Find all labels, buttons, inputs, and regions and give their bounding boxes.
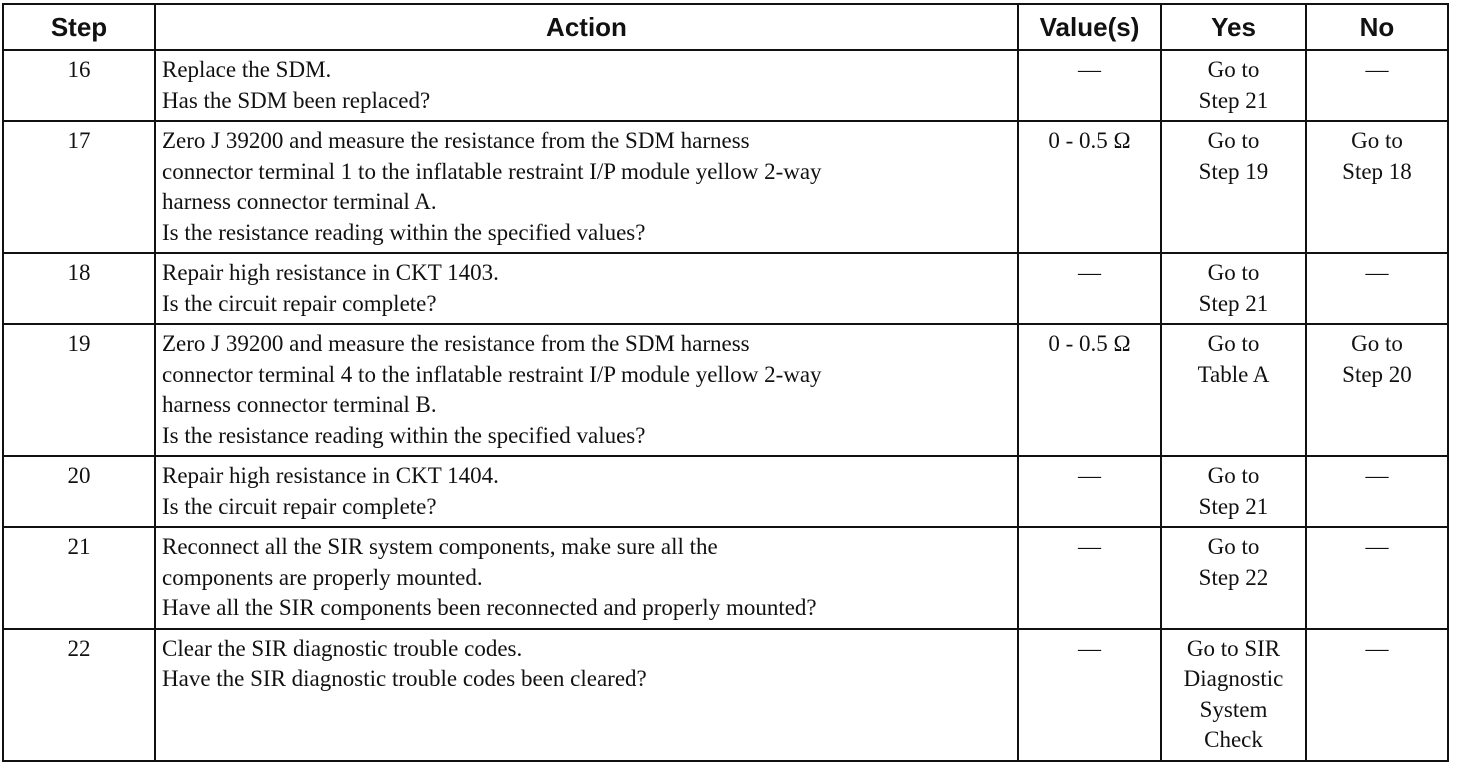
step-cell [3, 50, 155, 121]
cell-line: Repair high resistance in CKT 1403. [162, 260, 499, 285]
action-cell [155, 121, 1018, 253]
cell-line: Go to [1207, 534, 1260, 559]
action-cell [155, 50, 1018, 121]
no-cell [1306, 456, 1448, 527]
step-cell [3, 121, 155, 253]
cell-line: Go to [1207, 57, 1260, 82]
cell-line: Repair high resistance in CKT 1404. [162, 463, 499, 488]
cell-text: 19 [67, 331, 91, 356]
table-row [3, 50, 1448, 121]
dash: — [1078, 463, 1101, 488]
cell-line: Step 20 [1342, 361, 1412, 387]
step-cell [3, 253, 155, 324]
step-cell [3, 324, 155, 456]
header-values: Value(s) [1018, 4, 1161, 50]
header-no: No [1306, 4, 1448, 50]
cell-line: harness connector terminal A. [162, 189, 437, 214]
action-cell [155, 456, 1018, 527]
value-cell [1018, 50, 1161, 121]
step-cell [3, 629, 155, 761]
table-row [3, 527, 1448, 629]
cell-line: Step 21 [1198, 493, 1269, 519]
cell-text: 21 [67, 534, 91, 559]
yes-cell [1161, 456, 1306, 527]
dash: — [1365, 635, 1389, 661]
cell-line: components are properly mounted. [162, 564, 483, 590]
no-cell [1306, 121, 1448, 253]
cell-line: Go to [1207, 463, 1260, 488]
cell-line: Reconnect all the SIR system components, make sure all the [162, 534, 718, 559]
action-cell [155, 253, 1018, 324]
cell-line: connector terminal 1 to the inflatable restraint I/P module yellow 2-way [162, 158, 822, 184]
table-row [3, 456, 1448, 527]
header-row [3, 4, 1448, 50]
cell-text: 0 - 0.5 Ω [1048, 128, 1131, 153]
cell-line: Go to SIR [1186, 635, 1281, 661]
dash: — [1365, 463, 1389, 488]
cell-line: Zero J 39200 and measure the resistance from the SDM harness [162, 128, 750, 153]
step-cell [3, 527, 155, 629]
cell-line: Have the SIR diagnostic trouble codes been cleared? [162, 666, 647, 691]
dash: — [1078, 260, 1101, 285]
cell-text: 16 [67, 57, 91, 82]
cell-line: Go to [1351, 128, 1403, 153]
yes-cell [1161, 50, 1306, 121]
cell-line: Clear the SIR diagnostic trouble codes. [162, 635, 523, 661]
no-cell [1306, 324, 1448, 456]
cell-line: Replace the SDM. [162, 57, 332, 82]
dash: — [1078, 534, 1101, 559]
cell-line: Step 21 [1198, 87, 1269, 113]
step-cell [3, 456, 155, 527]
cell-line: Zero J 39200 and measure the resistance from the SDM harness [162, 331, 750, 356]
cell-line: Has the SDM been replaced? [162, 87, 431, 113]
cell-line: harness connector terminal B. [162, 392, 437, 417]
header-yes: Yes [1161, 4, 1306, 50]
cell-line: connector terminal 4 to the inflatable restraint I/P module yellow 2-way [162, 361, 822, 387]
yes-cell [1161, 324, 1306, 456]
cell-line: Is the resistance reading within the specified values? [162, 422, 646, 448]
table-body [3, 50, 1448, 761]
cell-text: 22 [67, 635, 91, 661]
yes-cell [1161, 527, 1306, 629]
value-cell [1018, 527, 1161, 629]
cell-line: Table A [1197, 361, 1270, 387]
cell-line: Is the circuit repair complete? [162, 493, 437, 519]
action-cell [155, 527, 1018, 629]
cell-line: Diagnostic [1183, 666, 1284, 691]
table-row [3, 121, 1448, 253]
cell-line: Step 22 [1198, 564, 1269, 590]
no-cell [1306, 629, 1448, 761]
dash: — [1365, 57, 1389, 82]
header-step: Step [3, 4, 155, 50]
value-cell [1018, 324, 1161, 456]
cell-text: 18 [67, 260, 91, 285]
cell-line: Step 19 [1198, 158, 1269, 184]
header-action: Action [155, 4, 1018, 50]
diagnostic-table [2, 3, 1449, 762]
cell-line: Is the resistance reading within the specified values? [162, 219, 646, 245]
yes-cell [1161, 629, 1306, 761]
cell-line: Is the circuit repair complete? [162, 290, 437, 316]
cell-text: 0 - 0.5 Ω [1048, 331, 1131, 356]
cell-line: Check [1204, 727, 1263, 752]
value-cell [1018, 121, 1161, 253]
action-cell [155, 629, 1018, 761]
table-row [3, 629, 1448, 761]
dash: — [1078, 635, 1101, 661]
cell-line: Go to [1207, 331, 1260, 356]
value-cell [1018, 629, 1161, 761]
cell-line: Go to [1351, 331, 1403, 356]
cell-text: 20 [67, 463, 91, 488]
cell-line: System [1199, 696, 1268, 722]
no-cell [1306, 527, 1448, 629]
yes-cell [1161, 253, 1306, 324]
no-cell [1306, 50, 1448, 121]
no-cell [1306, 253, 1448, 324]
cell-text: 17 [67, 128, 91, 153]
cell-line: Step 18 [1342, 158, 1412, 184]
cell-line: Go to [1207, 260, 1260, 285]
table-row [3, 324, 1448, 456]
dash: — [1365, 260, 1389, 285]
value-cell [1018, 456, 1161, 527]
cell-line: Have all the SIR components been reconnected and properly mounted? [162, 595, 817, 620]
cell-line: Go to [1207, 128, 1260, 153]
dash: — [1365, 534, 1389, 559]
cell-line: Step 21 [1198, 290, 1269, 316]
dash: — [1078, 57, 1101, 82]
yes-cell [1161, 121, 1306, 253]
value-cell [1018, 253, 1161, 324]
action-cell [155, 324, 1018, 456]
table-row [3, 253, 1448, 324]
